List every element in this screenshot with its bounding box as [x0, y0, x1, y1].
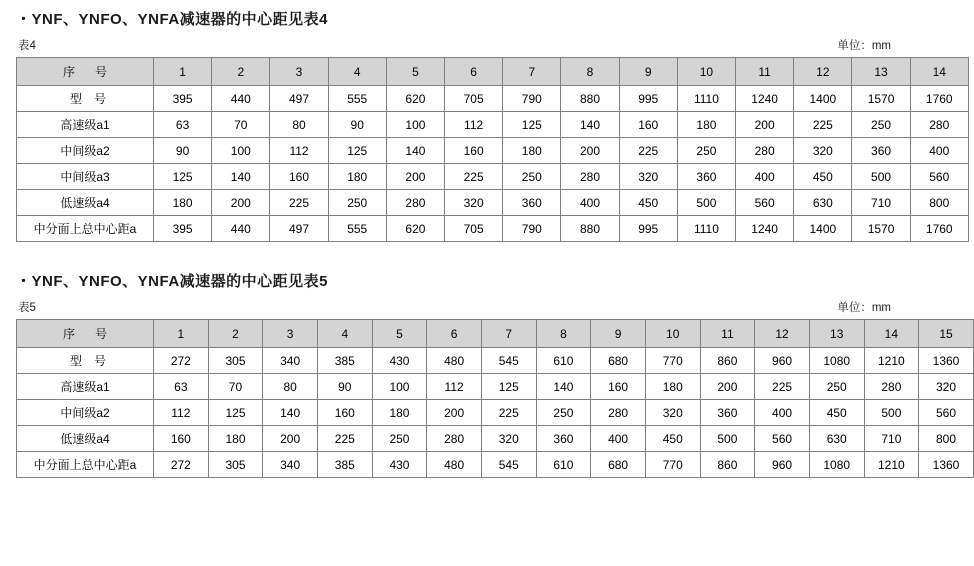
table-cell: 960 — [755, 452, 810, 478]
column-header-cell: 10 — [645, 320, 700, 348]
table-row — [17, 112, 969, 138]
table-cell: 112 — [445, 112, 503, 138]
table-cell: 800 — [919, 426, 974, 452]
table-cell: 112 — [154, 400, 209, 426]
table-cell: 430 — [372, 452, 427, 478]
table-cell: 250 — [372, 426, 427, 452]
column-header-cell: 13 — [852, 58, 910, 86]
row-label: 型 号 — [17, 86, 154, 112]
table-cell: 400 — [755, 400, 810, 426]
table-cell: 125 — [503, 112, 561, 138]
table-cell: 140 — [561, 112, 619, 138]
table-cell: 272 — [154, 348, 209, 374]
table-cell: 90 — [154, 138, 212, 164]
table-cell: 545 — [481, 348, 536, 374]
table-cell: 160 — [154, 426, 209, 452]
column-header-cell: 11 — [736, 58, 794, 86]
table-cell: 400 — [736, 164, 794, 190]
column-header-cell: 5 — [372, 320, 427, 348]
table-cell: 995 — [619, 86, 677, 112]
table-cell: 100 — [372, 374, 427, 400]
table-cell: 400 — [561, 190, 619, 216]
column-header-cell: 15 — [919, 320, 974, 348]
row-label: 中分面上总中心距a — [17, 452, 154, 478]
table-cell: 497 — [270, 216, 328, 242]
table-cell: 360 — [536, 426, 591, 452]
table-cell: 140 — [536, 374, 591, 400]
table-cell: 430 — [372, 348, 427, 374]
table-label: 表4 — [18, 40, 36, 52]
column-header-cell: 9 — [619, 58, 677, 86]
table-cell: 1240 — [736, 86, 794, 112]
column-header-cell: 7 — [503, 58, 561, 86]
row-label: 型 号 — [17, 348, 154, 374]
table-cell: 497 — [270, 86, 328, 112]
table-cell: 360 — [503, 190, 561, 216]
table-cell: 500 — [852, 164, 910, 190]
unit-label: 单位：mm — [837, 40, 891, 52]
table-cell: 160 — [270, 164, 328, 190]
table-cell: 770 — [645, 348, 700, 374]
table-cell: 200 — [427, 400, 482, 426]
row-label: 低速级a4 — [17, 190, 154, 216]
table-cell: 680 — [591, 452, 646, 478]
table-cell: 200 — [561, 138, 619, 164]
table-cell: 710 — [852, 190, 910, 216]
table-meta-row — [16, 35, 893, 57]
column-header-cell: 2 — [212, 58, 270, 86]
column-header-cell: 11 — [700, 320, 755, 348]
table-body — [17, 58, 969, 242]
table-cell: 200 — [263, 426, 318, 452]
table-cell: 160 — [591, 374, 646, 400]
table-cell: 125 — [328, 138, 386, 164]
table-cell: 555 — [328, 86, 386, 112]
table-cell: 360 — [700, 400, 755, 426]
row-label: 高速级a1 — [17, 374, 154, 400]
table-cell: 995 — [619, 216, 677, 242]
table-cell: 400 — [910, 138, 968, 164]
column-header-cell: 14 — [910, 58, 968, 86]
table-cell: 560 — [736, 190, 794, 216]
table-row — [17, 216, 969, 242]
table-cell: 90 — [328, 112, 386, 138]
table-cell: 225 — [755, 374, 810, 400]
table-cell: 320 — [645, 400, 700, 426]
table-cell: 320 — [481, 426, 536, 452]
section-table5 — [16, 262, 960, 478]
table-cell: 272 — [154, 452, 209, 478]
table-cell: 360 — [852, 138, 910, 164]
table-cell: 360 — [677, 164, 735, 190]
row-label: 高速级a1 — [17, 112, 154, 138]
column-header-cell: 8 — [561, 58, 619, 86]
table-cell: 225 — [317, 426, 372, 452]
table-cell: 100 — [212, 138, 270, 164]
column-header-cell: 4 — [328, 58, 386, 86]
table-cell: 860 — [700, 348, 755, 374]
table-cell: 200 — [700, 374, 755, 400]
table-cell: 560 — [910, 164, 968, 190]
table-cell: 620 — [386, 216, 444, 242]
table-cell: 80 — [263, 374, 318, 400]
column-header-cell: 10 — [677, 58, 735, 86]
table-cell: 770 — [645, 452, 700, 478]
table-meta-row — [16, 297, 893, 319]
column-header-cell: 2 — [208, 320, 263, 348]
table-row — [17, 452, 974, 478]
table-cell: 500 — [700, 426, 755, 452]
table-cell: 1570 — [852, 216, 910, 242]
table-cell: 280 — [561, 164, 619, 190]
table-cell: 1360 — [919, 348, 974, 374]
table-cell: 340 — [263, 348, 318, 374]
table-cell: 280 — [736, 138, 794, 164]
table-cell: 200 — [212, 190, 270, 216]
row-label: 低速级a4 — [17, 426, 154, 452]
table-row — [17, 426, 974, 452]
table-cell: 880 — [561, 216, 619, 242]
table-cell: 305 — [208, 348, 263, 374]
table-header-row — [17, 320, 974, 348]
column-header-cell: 3 — [270, 58, 328, 86]
table-cell: 610 — [536, 452, 591, 478]
table-label: 表5 — [18, 302, 36, 314]
table-cell: 125 — [481, 374, 536, 400]
table-cell: 545 — [481, 452, 536, 478]
table-cell: 1760 — [910, 216, 968, 242]
table-cell: 480 — [427, 452, 482, 478]
table-cell: 280 — [386, 190, 444, 216]
table-cell: 225 — [619, 138, 677, 164]
column-header-cell: 5 — [386, 58, 444, 86]
table-cell: 280 — [427, 426, 482, 452]
table-cell: 305 — [208, 452, 263, 478]
table-cell: 180 — [503, 138, 561, 164]
table-cell: 385 — [317, 452, 372, 478]
section-table4 — [16, 0, 953, 242]
table-cell: 1240 — [736, 216, 794, 242]
table-cell: 200 — [736, 112, 794, 138]
table-cell: 280 — [591, 400, 646, 426]
table-cell: 225 — [481, 400, 536, 426]
table-cell: 395 — [154, 86, 212, 112]
table-cell: 180 — [677, 112, 735, 138]
table-cell: 140 — [212, 164, 270, 190]
table-cell: 225 — [270, 190, 328, 216]
table-cell: 100 — [386, 112, 444, 138]
table-cell: 200 — [386, 164, 444, 190]
table-cell: 680 — [591, 348, 646, 374]
table-cell: 440 — [212, 86, 270, 112]
row-label: 中间级a3 — [17, 164, 154, 190]
row-label: 中分面上总中心距a — [17, 216, 154, 242]
table-cell: 63 — [154, 374, 209, 400]
table-cell: 320 — [919, 374, 974, 400]
table-body — [17, 320, 974, 478]
table-cell: 790 — [503, 86, 561, 112]
table-cell: 70 — [208, 374, 263, 400]
table-cell: 250 — [809, 374, 864, 400]
table-cell: 180 — [154, 190, 212, 216]
center-distance-table-5 — [16, 319, 974, 478]
table-cell: 140 — [263, 400, 318, 426]
table-cell: 790 — [503, 216, 561, 242]
table-cell: 90 — [317, 374, 372, 400]
table-cell: 610 — [536, 348, 591, 374]
table-cell: 1080 — [809, 452, 864, 478]
table-cell: 480 — [427, 348, 482, 374]
table-cell: 125 — [208, 400, 263, 426]
table-header-row — [17, 58, 969, 86]
table-cell: 1400 — [794, 86, 852, 112]
table-cell: 180 — [372, 400, 427, 426]
table-cell: 710 — [864, 426, 919, 452]
row-label: 序 号 — [17, 58, 154, 86]
table-cell: 320 — [445, 190, 503, 216]
table-cell: 180 — [208, 426, 263, 452]
table-cell: 620 — [386, 86, 444, 112]
table-row — [17, 138, 969, 164]
table-cell: 112 — [270, 138, 328, 164]
table-cell: 1210 — [864, 348, 919, 374]
table-cell: 800 — [910, 190, 968, 216]
table-cell: 63 — [154, 112, 212, 138]
column-header-cell: 9 — [591, 320, 646, 348]
table-cell: 450 — [645, 426, 700, 452]
table-cell: 112 — [427, 374, 482, 400]
table-cell: 450 — [794, 164, 852, 190]
column-header-cell: 13 — [809, 320, 864, 348]
section-heading: ・YNF、YNFO、YNFA减速器的中心距见表4 — [16, 11, 329, 28]
column-header-cell: 6 — [427, 320, 482, 348]
table-cell: 1360 — [919, 452, 974, 478]
table-row — [17, 86, 969, 112]
table-row — [17, 400, 974, 426]
table-cell: 560 — [755, 426, 810, 452]
table-cell: 280 — [910, 112, 968, 138]
column-header-cell: 1 — [154, 58, 212, 86]
table-cell: 705 — [445, 86, 503, 112]
table-cell: 1110 — [677, 216, 735, 242]
table-cell: 250 — [677, 138, 735, 164]
table-cell: 140 — [386, 138, 444, 164]
table-cell: 160 — [445, 138, 503, 164]
table-cell: 250 — [536, 400, 591, 426]
table-cell: 1210 — [864, 452, 919, 478]
column-header-cell: 8 — [536, 320, 591, 348]
table-cell: 630 — [794, 190, 852, 216]
table-row — [17, 374, 974, 400]
row-label: 中间级a2 — [17, 400, 154, 426]
table-cell: 340 — [263, 452, 318, 478]
table-cell: 705 — [445, 216, 503, 242]
table-cell: 630 — [809, 426, 864, 452]
table-cell: 450 — [809, 400, 864, 426]
table-row — [17, 190, 969, 216]
table-cell: 280 — [864, 374, 919, 400]
column-header-cell: 6 — [445, 58, 503, 86]
table-cell: 1110 — [677, 86, 735, 112]
table-cell: 880 — [561, 86, 619, 112]
table-cell: 500 — [864, 400, 919, 426]
table-cell: 400 — [591, 426, 646, 452]
table-cell: 395 — [154, 216, 212, 242]
table-cell: 70 — [212, 112, 270, 138]
column-header-cell: 12 — [794, 58, 852, 86]
section-gap — [16, 242, 893, 262]
column-header-cell: 4 — [317, 320, 372, 348]
column-header-cell: 14 — [864, 320, 919, 348]
table-row — [17, 164, 969, 190]
table-cell: 555 — [328, 216, 386, 242]
table-cell: 385 — [317, 348, 372, 374]
column-header-cell: 1 — [154, 320, 209, 348]
table-cell: 1760 — [910, 86, 968, 112]
row-label: 序 号 — [17, 320, 154, 348]
table-cell: 250 — [503, 164, 561, 190]
column-header-cell: 7 — [481, 320, 536, 348]
table-row — [17, 348, 974, 374]
table-cell: 320 — [619, 164, 677, 190]
table-cell: 250 — [328, 190, 386, 216]
table-cell: 180 — [645, 374, 700, 400]
table-cell: 860 — [700, 452, 755, 478]
table-cell: 250 — [852, 112, 910, 138]
row-label: 中间级a2 — [17, 138, 154, 164]
table-cell: 450 — [619, 190, 677, 216]
table-cell: 960 — [755, 348, 810, 374]
table-cell: 440 — [212, 216, 270, 242]
table-cell: 560 — [919, 400, 974, 426]
table-cell: 160 — [317, 400, 372, 426]
table-cell: 500 — [677, 190, 735, 216]
table-cell: 225 — [794, 112, 852, 138]
section-heading: ・YNF、YNFO、YNFA减速器的中心距见表5 — [16, 273, 329, 290]
table-cell: 125 — [154, 164, 212, 190]
table-cell: 1080 — [809, 348, 864, 374]
center-distance-table-4 — [16, 57, 969, 242]
table-cell: 160 — [619, 112, 677, 138]
table-cell: 1400 — [794, 216, 852, 242]
column-header-cell: 3 — [263, 320, 318, 348]
table-cell: 225 — [445, 164, 503, 190]
unit-label: 单位：mm — [837, 302, 891, 314]
column-header-cell: 12 — [755, 320, 810, 348]
table-cell: 320 — [794, 138, 852, 164]
table-cell: 1570 — [852, 86, 910, 112]
table-cell: 80 — [270, 112, 328, 138]
table-cell: 180 — [328, 164, 386, 190]
